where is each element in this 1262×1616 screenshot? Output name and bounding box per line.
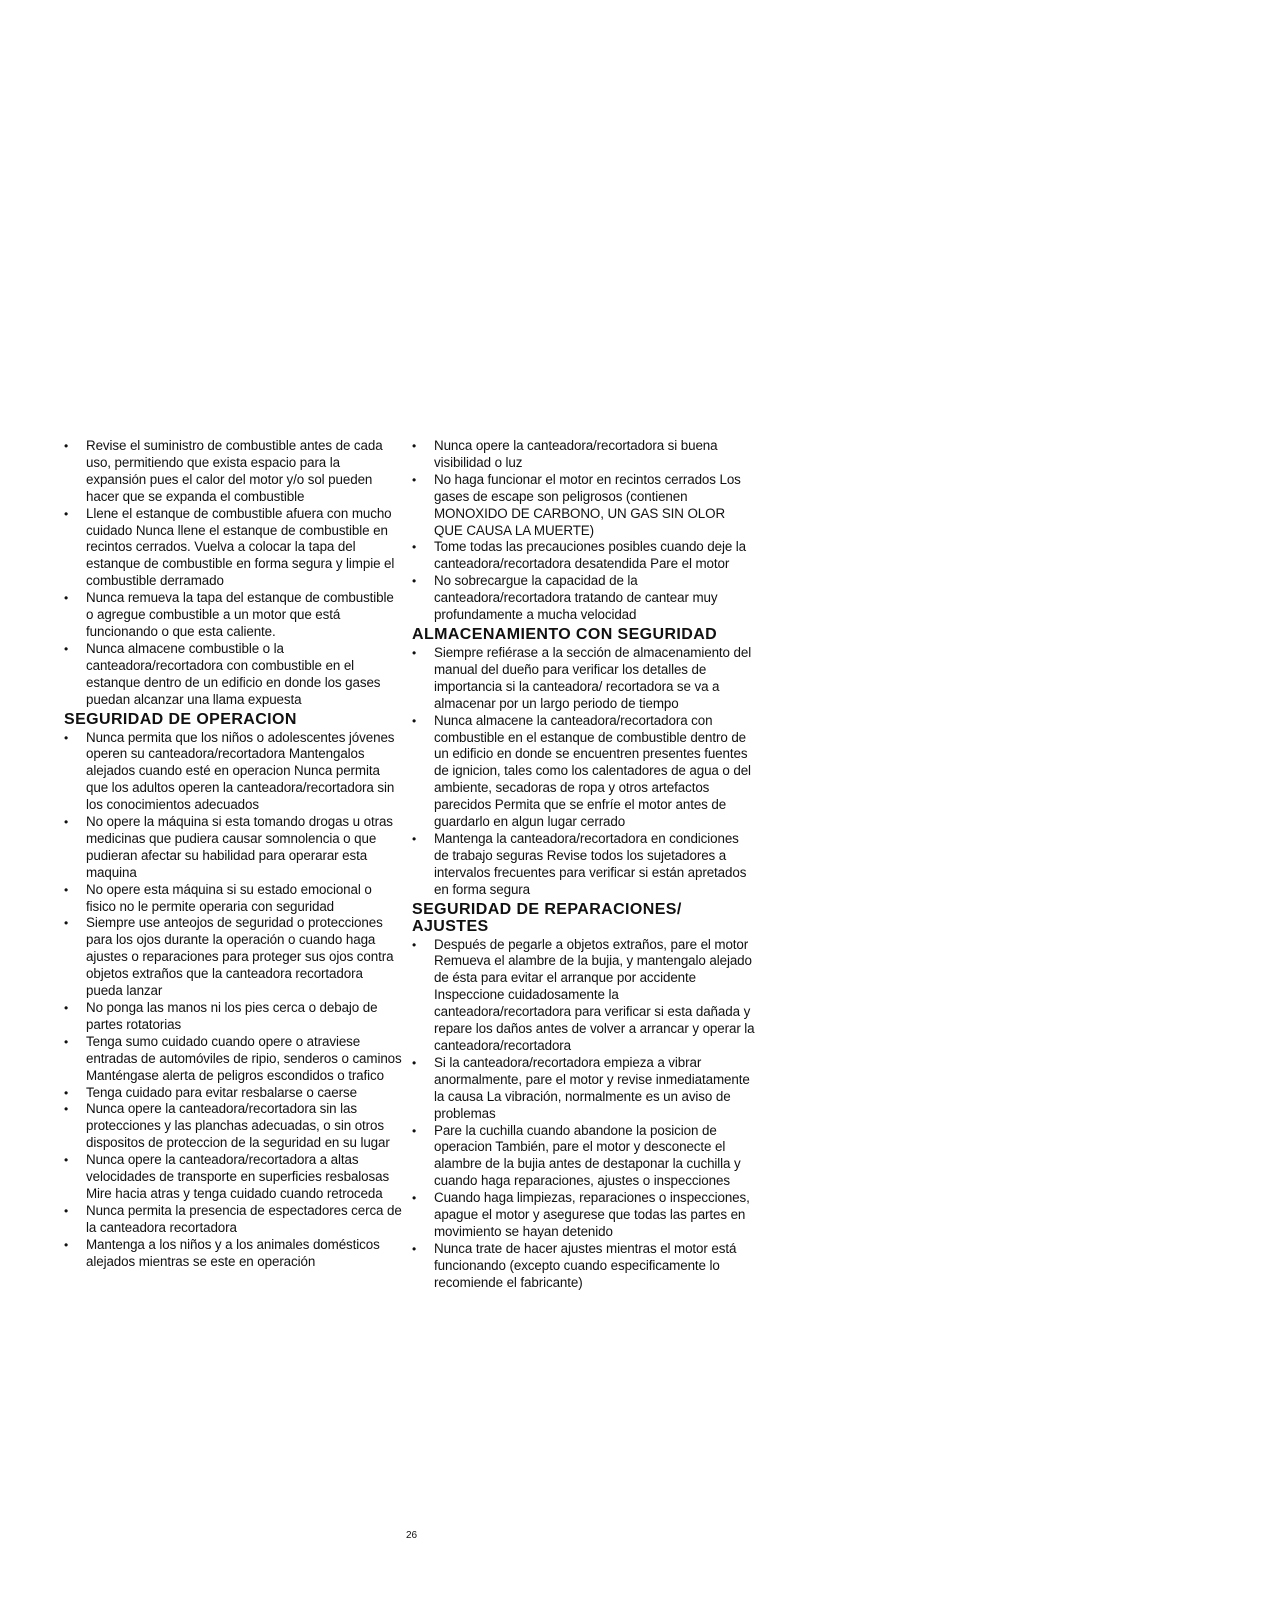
list-item: • Revise el suministro de combustible antes de cada uso, permitiendo que exista espacio para la expansión pues el calor del motor y/o sol pueden hacer que se expanda el combustible [64, 438, 402, 506]
list-item: • Después de pegarle a objetos extraños, pare el motor Remueva el alambre de la bujia, y mantengalo alejado de ésta para evitar el arranque por accidente Inspeccione cuidadosamente la canteadora/recortadora para verificar si esta dañada y repare los daños antes de volver a arrancar y operar la canteadora/recortadora [412, 937, 757, 1055]
operation-safety-list-continued [412, 438, 757, 624]
list-item: • Nunca permita la presencia de espectadores cerca de la canteadora recortadora [64, 1203, 402, 1237]
list-item: • Nunca opere la canteadora/recortadora si buena visibilidad o luz [412, 438, 757, 472]
list-item: • No opere esta máquina si su estado emocional o fisico no le permite operaria con seguridad [64, 882, 402, 916]
list-item: • Nunca remueva la tapa del estanque de combustible o agregue combustible a un motor que está funcionando o que esta caliente. [64, 590, 402, 641]
storage-safety-heading: ALMACENAMIENTO CON SEGURIDAD [412, 625, 718, 643]
page-number: 26 [406, 1530, 418, 1541]
list-item: • Nunca opere la canteadora/recortadora a altas velocidades de transporte en superficies resbalosas Mire hacia atras y tenga cuidado cuando retroceda [64, 1152, 402, 1203]
repair-safety-list [412, 937, 757, 1292]
list-item: • Tenga sumo cuidado cuando opere o atraviese entradas de automóviles de ripio, senderos o caminos Manténgase alerta de peligros escondidos o trafico [64, 1034, 402, 1085]
right-column [412, 438, 757, 1292]
list-item: • Nunca almacene la canteadora/recortadora con combustible en el estanque de combustible dentro de un edificio en donde se encuentren presentes fuentes de ignicion, tales como los calentadores de agua o del ambiente, secadoras de ropa y otros artefactos parecidos Permita que se enfríe el motor antes de guardarlo en algun lugar cerrado [412, 713, 757, 831]
left-column [64, 438, 402, 1271]
list-item: • No sobrecargue la capacidad de la canteadora/recortadora tratando de cantear muy profundamente a mucha velocidad [412, 573, 757, 624]
list-item: • Nunca almacene combustible o la canteadora/recortadora con combustible en el estanque dentro de un edificio en donde los gases puedan alcanzar una llama expuesta [64, 641, 402, 709]
list-item: • Mantenga la canteadora/recortadora en condiciones de trabajo seguras Revise todos los sujetadores a intervalos frecuentes para verificar si están apretados en forma segura [412, 831, 757, 899]
list-item: • Mantenga a los niños y a los animales domésticos alejados mientras se este en operación [64, 1237, 402, 1271]
list-item: • Siempre use anteojos de seguridad o protecciones para los ojos durante la operación o cuando haga ajustes o reparaciones para proteger sus ojos contra objetos extraños que la canteadora recortadora pueda lanzar [64, 915, 402, 1000]
list-item: • No ponga las manos ni los pies cerca o debajo de partes rotatorias [64, 1000, 402, 1034]
list-item: • No opere la máquina si esta tomando drogas u otras medicinas que pudiera causar somnolencia o que pudieran afectar su habilidad para operarar esta maquina [64, 814, 402, 882]
list-item: • Tenga cuidado para evitar resbalarse o caerse [64, 1085, 402, 1102]
operation-safety-heading: SEGURIDAD DE OPERACION [64, 710, 297, 728]
list-item: • No haga funcionar el motor en recintos cerrados Los gases de escape son peligrosos (contienen MONOXIDO DE CARBONO, UN GAS SIN OLOR QUE CAUSA LA MUERTE) [412, 472, 757, 540]
list-item: • Tome todas las precauciones posibles cuando deje la canteadora/recortadora desatendida Pare el motor [412, 539, 757, 573]
list-item: • Nunca trate de hacer ajustes mientras el motor está funcionando (excepto cuando especificamente lo recomiende el fabricante) [412, 1241, 757, 1292]
list-item: • Llene el estanque de combustible afuera con mucho cuidado Nunca llene el estanque de combustible en recintos cerrados. Vuelva a colocar la tapa del estanque de combustible en forma segura y limpie el combustible derramado [64, 506, 402, 591]
list-item: • Pare la cuchilla cuando abandone la posicion de operacion También, pare el motor y desconecte el alambre de la bujia antes de destaponar la cuchilla y cuando haga reparaciones, ajustes o inspecciones [412, 1123, 757, 1191]
list-item: • Nunca opere la canteadora/recortadora sin las protecciones y las planchas adecuadas, o sin otros dispositos de proteccion de la seguridad en su lugar [64, 1101, 402, 1152]
repair-safety-heading: SEGURIDAD DE REPARACIONES/ AJUSTES [412, 900, 682, 935]
storage-safety-list [412, 645, 757, 899]
operation-safety-list [64, 730, 402, 1271]
fuel-safety-list [64, 438, 402, 709]
list-item: • Si la canteadora/recortadora empieza a vibrar anormalmente, pare el motor y revise inmediatamente la causa La vibración, normalmente es un aviso de problemas [412, 1055, 757, 1123]
list-item: • Cuando haga limpiezas, reparaciones o inspecciones, apague el motor y asegurese que todas las partes en movimiento se hayan detenido [412, 1190, 757, 1241]
list-item: • Siempre refiérase a la sección de almacenamiento del manual del dueño para verificar los detalles de importancia si la canteadora/ recortadora se va a almacenar por un largo periodo de tiempo [412, 645, 757, 713]
list-item: • Nunca permita que los niños o adolescentes jóvenes operen su canteadora/recortadora Mantengalos alejados cuando esté en operacion Nunca permita que los adultos operen la canteadora/recortadora sin los conocimientos adecuados [64, 730, 402, 815]
